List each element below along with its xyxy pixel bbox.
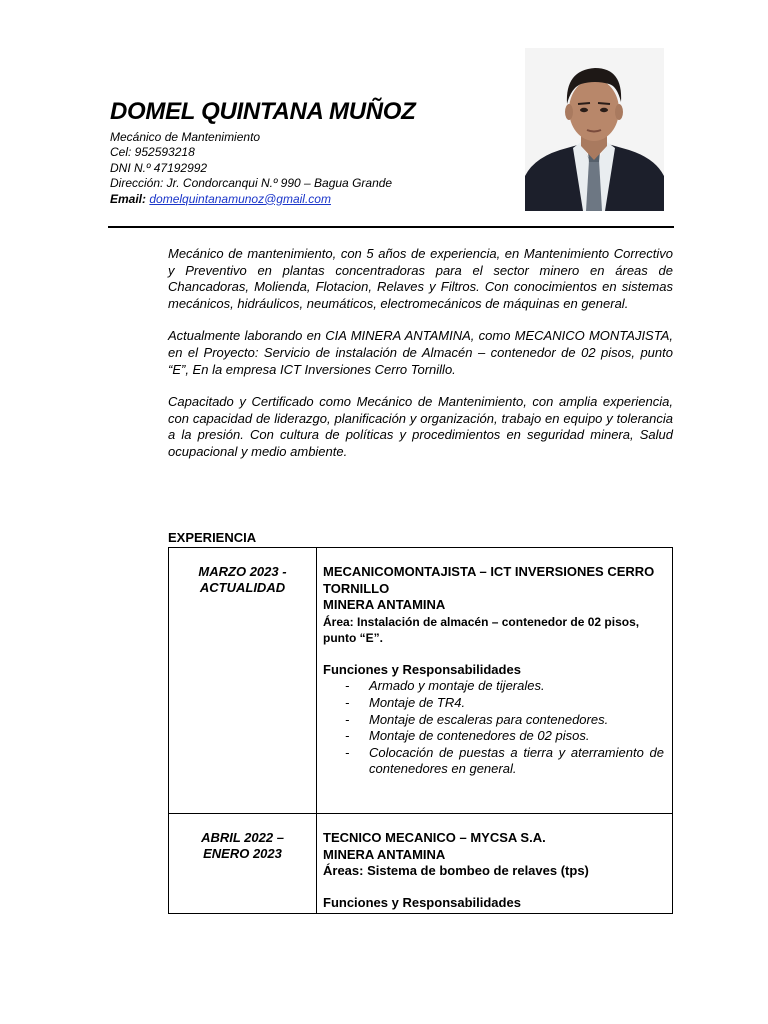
- duty-item: - Colocación de puestas a tierra y aterramiento de contenedores en general.: [345, 745, 664, 778]
- profile-photo: [525, 48, 664, 211]
- experience-table: [168, 547, 673, 914]
- header-divider: [108, 226, 674, 228]
- job-role: MECANICOMONTAJISTA – ICT INVERSIONES CERRO TORNILLO: [323, 564, 655, 596]
- experience-row: [169, 548, 673, 814]
- email-label: Email:: [110, 191, 147, 206]
- duty-item: - Montaje de contenedores de 02 pisos.: [345, 728, 664, 745]
- header: [110, 96, 510, 207]
- job-area: Área: Instalación de almacén – contenedor de 02 pisos, punto “E”.: [323, 614, 640, 645]
- duty-item: - Armado y montaje de tijerales.: [345, 678, 664, 695]
- portrait-icon: [525, 48, 664, 211]
- job-role: TECNICO MECANICO – MYCSA S.A.: [323, 830, 546, 845]
- job-details: [317, 548, 673, 814]
- email-link[interactable]: domelquintanamunoz@gmail.com: [149, 191, 331, 206]
- functions-title: Funciones y Responsabilidades: [323, 661, 521, 677]
- job-area: Áreas: Sistema de bombeo de relaves (tps): [323, 863, 589, 879]
- job-company: MINERA ANTAMINA: [323, 597, 446, 613]
- functions-title: Funciones y Responsabilidades: [323, 895, 521, 911]
- experience-row: [169, 814, 673, 914]
- experience-heading: EXPERIENCIA: [168, 530, 257, 545]
- job-date: MARZO 2023 - ACTUALIDAD: [169, 548, 317, 814]
- job-company: MINERA ANTAMINA: [323, 846, 446, 862]
- dni: DNI N.º 47192992: [110, 160, 208, 175]
- job-details: [317, 814, 673, 914]
- summary-paragraph-2: Actualmente laborando en CIA MINERA ANTAMINA, como MECANICO MONTAJISTA, en el Proyecto: Servicio de instalación de Almacén – contenedor de 02 pisos, punto “E”, En la empresa ICT Inversiones Cerro Tornillo.: [168, 328, 673, 377]
- duties-list: [323, 678, 664, 778]
- job-date: ABRIL 2022 – ENERO 2023: [169, 814, 317, 914]
- summary-paragraph-3: Capacitado y Certificado como Mecánico de Mantenimiento, con amplia experiencia, con capacidad de liderazgo, planificación y organización, trabajo en equipo y tolerancia a la presión. Con cultura de políticas y procedimientos en seguridad minera, Salud ocupacional y medio ambiente.: [168, 394, 673, 459]
- professional-summary: [168, 246, 673, 477]
- phone: Cel: 952593218: [110, 145, 195, 160]
- email-line: [110, 192, 510, 207]
- address: Dirección: Jr. Condorcanqui N.º 990 – Bagua Grande: [110, 176, 393, 191]
- summary-paragraph-1: Mecánico de mantenimiento, con 5 años de experiencia, en Mantenimiento Correctivo y Preventivo en plantas concentradoras para el sector minero en áreas de Chancadoras, Molienda, Flotacion, Relaves y Filtros. Con conocimientos en sistemas mecánicos, hidráulicos, neumáticos, electromecánicos de máquinas en general.: [168, 246, 673, 311]
- profession: Mecánico de Mantenimiento: [110, 130, 261, 144]
- duty-item: - Montaje de TR4.: [345, 695, 664, 712]
- duty-item: - Montaje de escaleras para contenedores.: [345, 712, 664, 729]
- candidate-name: DOMEL QUINTANA MUÑOZ: [110, 98, 416, 125]
